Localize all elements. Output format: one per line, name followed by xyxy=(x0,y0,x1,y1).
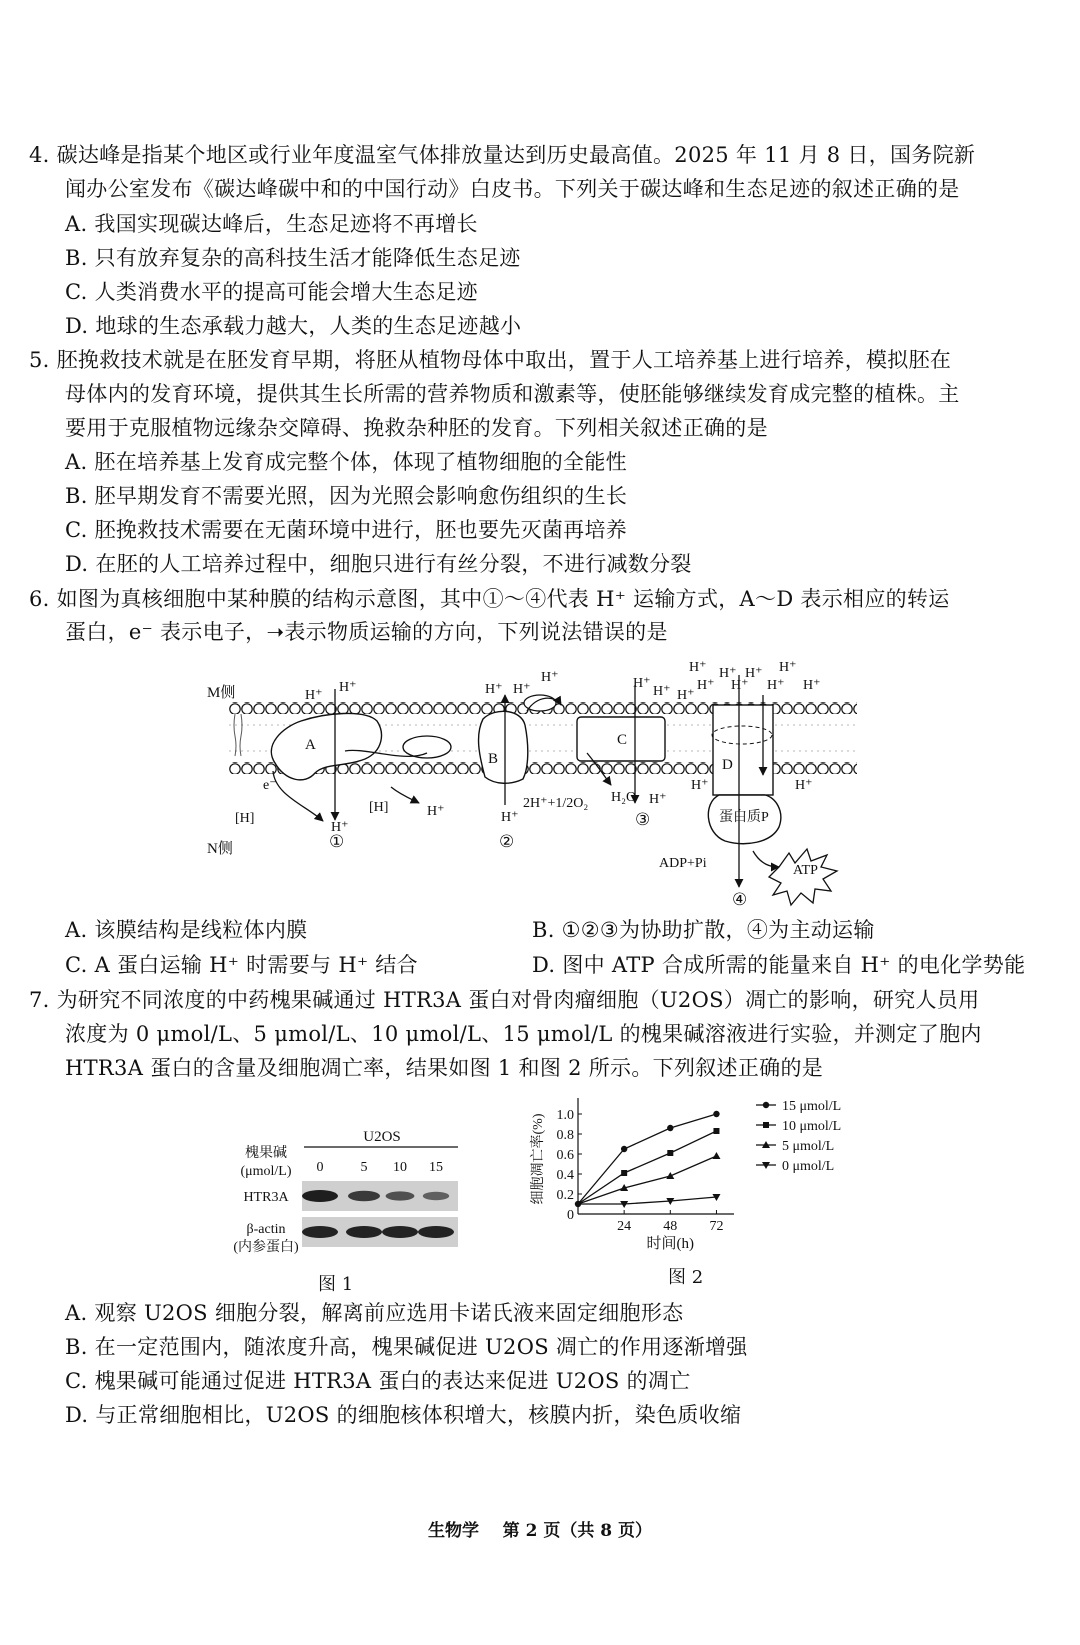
route-1: ① xyxy=(329,832,345,851)
data-point xyxy=(763,1122,769,1128)
y-tick-label: 0.8 xyxy=(556,1128,574,1143)
data-point xyxy=(713,1128,719,1134)
h-ion: H⁺ xyxy=(767,678,785,693)
blot-band-label: HTR3A xyxy=(243,1190,289,1205)
blot-conc: 10 xyxy=(393,1160,407,1175)
h-ion: H⁺ xyxy=(305,688,323,703)
q6-option-a: A. 该膜结构是线粒体内膜 xyxy=(65,918,308,942)
h-ion: H⁺ xyxy=(803,678,821,693)
reaction-label: 2H⁺+1/2O₂ xyxy=(523,796,589,811)
q5-stem-line1: 5. 胚挽救技术就是在胚发育早期，将胚从植物母体中取出，置于人工培养基上进行培养，模拟胚在 xyxy=(29,348,952,372)
fig1-caption: 图 1 xyxy=(318,1274,354,1295)
q5-option-a: A. 胚在培养基上发育成完整个体，体现了植物细胞的全能性 xyxy=(65,450,627,474)
htr3a-band xyxy=(348,1191,380,1202)
q5-stem-line3: 要用于克服植物远缘杂交障碍、挽救杂种胚的发育。下列相关叙述正确的是 xyxy=(65,416,768,440)
x-tick-label: 48 xyxy=(663,1219,678,1234)
q7-stem-line2: 浓度为 0 μmol/L、5 μmol/L、10 μmol/L、15 μmol/L 的槐果碱溶液进行实验，并测定了胞内 xyxy=(65,1022,982,1046)
actin-band xyxy=(346,1226,382,1238)
blot-band-label: β-actin xyxy=(246,1222,286,1237)
legend-label: 0 μmol/L xyxy=(782,1159,835,1174)
blot-row-unit: (μmol/L) xyxy=(240,1164,292,1179)
water-label: H₂O xyxy=(611,790,637,805)
q7-option-a: A. 观察 U2OS 细胞分裂，解离前应选用卡诺氏液来固定细胞形态 xyxy=(65,1301,684,1325)
actin-band xyxy=(418,1226,454,1238)
q6-option-b: B. ①②③为协助扩散，④为主动运输 xyxy=(532,918,875,942)
blot-row-label: 槐果碱 xyxy=(245,1146,287,1161)
htr3a-band xyxy=(302,1190,338,1202)
n-side-label: N侧 xyxy=(207,841,233,857)
h-ion: H⁺ xyxy=(541,670,559,685)
series-line xyxy=(578,1197,716,1204)
actin-band xyxy=(302,1226,338,1238)
h-ion: H⁺ xyxy=(691,778,709,793)
h-ion: H⁺ xyxy=(485,682,503,697)
q4-option-d: D. 地球的生态承载力越大，人类的生态足迹越小 xyxy=(65,314,522,338)
adp-label: ADP+Pi xyxy=(659,856,707,871)
x-axis-label: 时间(h) xyxy=(646,1236,695,1252)
h-ion: H⁺ xyxy=(719,666,737,681)
footer-subject: 生物学 xyxy=(427,1521,479,1541)
h-ion: H⁺ xyxy=(653,684,671,699)
y-tick-label: 0 xyxy=(567,1208,574,1223)
q6-option-c: C. A 蛋白运输 H⁺ 时需要与 H⁺ 结合 xyxy=(65,953,418,977)
western-blot-figure xyxy=(212,1127,472,1267)
blot-conc: 5 xyxy=(360,1160,368,1175)
q7-option-d: D. 与正常细胞相比，U2OS 的细胞核体积增大，核膜内折，染色质收缩 xyxy=(65,1403,742,1427)
q7-stem-line3: HTR3A 蛋白的含量及细胞凋亡率，结果如图 1 和图 2 所示。下列叙述正确的是 xyxy=(65,1056,824,1080)
x-tick-label: 72 xyxy=(709,1219,724,1234)
h-ion: H⁺ xyxy=(745,666,763,681)
route-3: ③ xyxy=(635,810,651,829)
atp-label: ATP xyxy=(793,863,818,878)
h-ion: H⁺ xyxy=(697,678,715,693)
q5-option-c: C. 胚挽救技术需要在无菌环境中进行，胚也要先灭菌再培养 xyxy=(65,518,628,542)
q7-option-b: B. 在一定范围内，随浓度升高，槐果碱促进 U2OS 凋亡的作用逐渐增强 xyxy=(65,1335,748,1359)
x-tick-label: 24 xyxy=(617,1219,632,1234)
membrane-diagram xyxy=(205,655,885,913)
legend-label: 5 μmol/L xyxy=(782,1139,835,1154)
h-ion: H⁺ xyxy=(677,688,695,703)
h-ion: H⁺ xyxy=(795,778,813,793)
data-point xyxy=(667,1150,673,1156)
footer-page: 第 2 页（共 8 页） xyxy=(502,1521,653,1541)
apoptosis-chart xyxy=(520,1092,880,1252)
fig2-caption: 图 2 xyxy=(668,1267,704,1288)
y-tick-label: 1.0 xyxy=(556,1108,574,1123)
protein-d-label: D xyxy=(722,757,733,773)
htr3a-band xyxy=(386,1191,415,1200)
q7-option-c: C. 槐果碱可能通过促进 HTR3A 蛋白的表达来促进 U2OS 的凋亡 xyxy=(65,1369,691,1393)
q5-stem-line2: 母体内的发育环境，提供其生长所需的营养物质和激素等，使胚能够继续发育成完整的植株。主 xyxy=(65,382,960,406)
nadh-label: [H] xyxy=(369,800,389,815)
h-ion: H⁺ xyxy=(779,660,797,675)
actin-band xyxy=(382,1226,418,1238)
y-tick-label: 0.6 xyxy=(556,1148,574,1163)
protein-d xyxy=(713,705,773,795)
q4-stem-line1: 4. 碳达峰是指某个地区或行业年度温室气体排放量达到历史最高值。2025 年 11 月 8 日，国务院新 xyxy=(29,143,976,167)
h-ion: H⁺ xyxy=(339,680,357,695)
route-4: ④ xyxy=(732,890,748,909)
nadh-label: [H] xyxy=(235,811,255,826)
data-point xyxy=(713,1111,719,1117)
h-ion: H⁺ xyxy=(689,660,707,675)
legend-label: 10 μmol/L xyxy=(782,1119,842,1134)
legend-label: 15 μmol/L xyxy=(782,1099,842,1114)
q4-option-a: A. 我国实现碳达峰后，生态足迹将不再增长 xyxy=(65,212,478,236)
q6-stem-line1: 6. 如图为真核细胞中某种膜的结构示意图，其中①～④代表 H⁺ 运输方式，A～D 表示相应的转运 xyxy=(29,587,950,611)
electron-label: e⁻ xyxy=(263,778,277,793)
y-tick-label: 0.2 xyxy=(556,1188,574,1203)
h-ion: H⁺ xyxy=(633,676,651,691)
protein-c-label: C xyxy=(617,732,628,748)
protein-p-label: 蛋白质P xyxy=(719,810,769,825)
protein-b xyxy=(479,711,528,783)
series-line xyxy=(578,1131,716,1204)
data-point xyxy=(763,1102,769,1108)
blot-conc: 0 xyxy=(316,1160,324,1175)
data-point xyxy=(667,1125,673,1131)
h-ion: H⁺ xyxy=(731,678,749,693)
protein-a-label: A xyxy=(305,737,316,753)
q6-option-d: D. 图中 ATP 合成所需的能量来自 H⁺ 的电化学势能 xyxy=(532,953,1026,977)
h-ion: H⁺ xyxy=(331,820,349,835)
blot-header: U2OS xyxy=(363,1129,401,1145)
page-footer xyxy=(0,1516,1080,1541)
blot-band-sub: (内参蛋白) xyxy=(233,1240,299,1255)
q5-option-b: B. 胚早期发育不需要光照，因为光照会影响愈伤组织的生长 xyxy=(65,484,628,508)
carrier-oval xyxy=(403,736,451,758)
y-axis-label: 细胞凋亡率(%) xyxy=(531,1113,546,1205)
htr3a-band xyxy=(423,1192,449,1200)
blot-conc: 15 xyxy=(429,1160,443,1175)
q4-stem-line2: 闻办公室发布《碳达峰碳中和的中国行动》白皮书。下列关于碳达峰和生态足迹的叙述正确的是 xyxy=(65,177,960,201)
data-point xyxy=(621,1146,627,1152)
h-ion: H⁺ xyxy=(501,810,519,825)
y-tick-label: 0.4 xyxy=(556,1168,574,1183)
h-ion: H⁺ xyxy=(427,804,445,819)
data-point xyxy=(712,1152,720,1159)
q7-stem-line1: 7. 为研究不同浓度的中药槐果碱通过 HTR3A 蛋白对骨肉瘤细胞（U2OS）凋亡的影响，研究人员用 xyxy=(29,988,980,1012)
q4-option-c: C. 人类消费水平的提高可能会增大生态足迹 xyxy=(65,280,478,304)
data-point xyxy=(666,1172,674,1179)
h-ion: H⁺ xyxy=(513,682,531,697)
q5-option-d: D. 在胚的人工培养过程中，细胞只进行有丝分裂，不进行减数分裂 xyxy=(65,552,692,576)
q4-option-b: B. 只有放弃复杂的高科技生活才能降低生态足迹 xyxy=(65,246,521,270)
q6-stem-line2: 蛋白，e⁻ 表示电子，➝表示物质运输的方向，下列说法错误的是 xyxy=(65,620,668,644)
data-point xyxy=(621,1170,627,1176)
h-ion: H⁺ xyxy=(649,792,667,807)
m-side-label: M侧 xyxy=(207,685,236,701)
protein-b-label: B xyxy=(488,751,499,767)
route-2: ② xyxy=(499,832,515,851)
